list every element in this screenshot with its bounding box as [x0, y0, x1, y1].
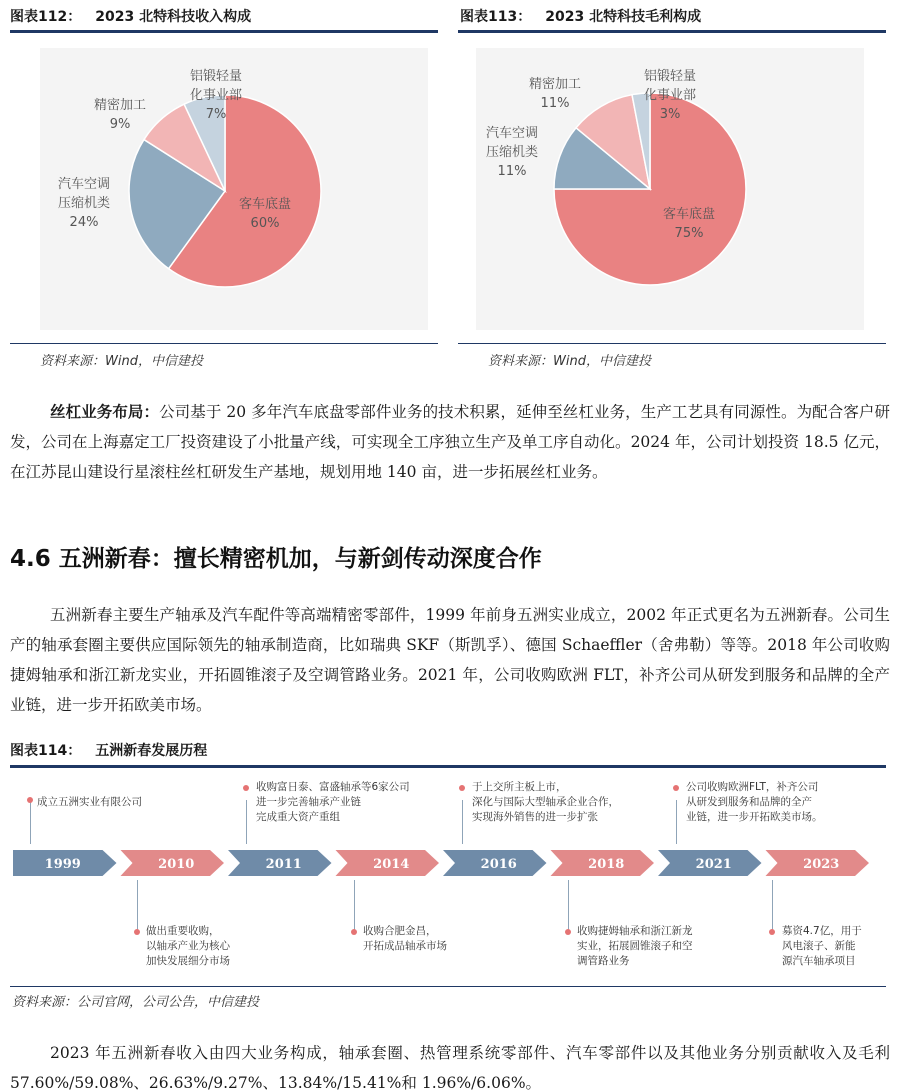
timeline-connector	[462, 800, 463, 844]
event-2021	[686, 780, 823, 825]
event-line: 实现海外销售的进一步扩张	[472, 811, 598, 823]
timeline-year-label: 2011	[265, 857, 302, 872]
label-percent: 75%	[674, 226, 704, 241]
figure-title-text: 2023 北特科技毛利构成	[545, 9, 702, 25]
event-line: 收购合肥金昌，	[363, 925, 437, 937]
label-percent: 24%	[69, 215, 99, 230]
label-percent: 7%	[205, 107, 227, 122]
event-2010	[146, 924, 230, 969]
timeline-year-label: 2014	[373, 857, 410, 872]
section-heading: 4.6 五洲新春：擅长精密机加，与新剑传动深度合作	[10, 546, 542, 572]
event-line: 做出重要收购，	[146, 925, 220, 937]
timeline-year-label: 2016	[480, 857, 517, 872]
timeline-dot	[27, 797, 33, 803]
label-percent: 60%	[250, 216, 280, 231]
figure-number: 图表114：	[10, 743, 82, 759]
label-line: 精密加工	[94, 98, 147, 113]
timeline-dot	[134, 929, 140, 935]
event-line: 公司收购欧洲FLT，补齐公司	[686, 781, 819, 793]
figure-113-source: 资料来源：Wind，中信建投	[488, 354, 651, 369]
event-line: 于上交所主板上市，	[472, 781, 567, 793]
timeline-connector	[246, 800, 247, 844]
event-line: 收购富日泰、富盛轴承等6家公司	[256, 781, 410, 793]
timeline-connector	[676, 800, 677, 844]
label-line: 压缩机类	[58, 196, 111, 211]
label-percent: 9%	[109, 117, 131, 132]
label-line: 客车底盘	[239, 197, 292, 212]
timeline-dot	[243, 785, 249, 791]
label-line: 化事业部	[190, 88, 243, 103]
figure-114-source: 资料来源：公司官网，公司公告，中信建投	[12, 995, 260, 1010]
label-line: 汽车空调	[58, 177, 111, 192]
label-line: 精密加工	[529, 77, 582, 92]
event-line: 加快发展细分市场	[146, 955, 230, 967]
timeline-year-label: 2018	[588, 857, 625, 872]
label-line: 铝锻轻量	[190, 69, 243, 84]
event-2014	[363, 924, 447, 954]
label-percent: 11%	[497, 164, 527, 179]
paragraph-text: 公司基于 20 多年汽车底盘零部件业务的技术积累，延伸至丝杠业务，生产工艺具有同源性。为配合客户研发，公司在上海嘉定工厂投资建设了小批量产线，可实现全工序独立生产及单工序自动化。2024 年，公司计划投资 18.5 亿元，在江苏昆山建设行星滚柱丝杠研发生产基地，规划用地 140 亩，进一步拓展丝杠业务。	[10, 403, 890, 481]
timeline-year-label: 1999	[44, 857, 81, 872]
timeline-connector	[568, 880, 569, 932]
figure-title-text: 2023 北特科技收入构成	[95, 9, 252, 25]
event-2023	[782, 924, 862, 969]
event-line: 源汽车轴承项目	[782, 955, 856, 967]
event-line: 深化与国际大型轴承企业合作，	[472, 796, 619, 808]
event-line: 收购捷姆轴承和浙江新龙	[577, 925, 693, 937]
event-2016	[472, 780, 619, 825]
event-line: 开拓成品轴承市场	[363, 940, 447, 952]
paragraph-revenue-mix: 2023 年五洲新春收入由四大业务构成，轴承套圈、热管理系统零部件、汽车零部件以及其他业务分别贡献收入及毛利 57.60%/59.08%、26.63%/9.27%、13.84%/15.41%和 1.96%/6.06%。	[10, 1044, 890, 1092]
timeline-dot	[565, 929, 571, 935]
timeline-year-label: 2021	[695, 857, 732, 872]
source-rule	[10, 986, 886, 987]
event-line: 进一步完善轴承产业链	[256, 796, 361, 808]
timeline-year-label: 2010	[158, 857, 195, 872]
event-line: 风电滚子、新能	[782, 940, 856, 952]
label-line: 铝锻轻量	[644, 69, 697, 84]
event-line: 成立五洲实业有限公司	[37, 796, 142, 808]
figure-number: 图表113：	[460, 9, 532, 25]
event-line: 完成重大资产重组	[256, 811, 340, 823]
label-line: 客车底盘	[663, 207, 716, 222]
label-line: 压缩机类	[486, 145, 539, 160]
timeline-year-label: 2023	[803, 857, 840, 872]
paragraph-company-intro: 五洲新春主要生产轴承及汽车配件等高端精密零部件，1999 年前身五洲实业成立，2002 年正式更名为五洲新春。公司生产的轴承套圈主要供应国际领先的轴承制造商，比如瑞典 SKF（斯凯孚）、德国 Schaeffler（舍弗勒）等等。2018 年公司收购捷姆轴承和浙江新龙实业，开拓圆锥滚子及空调管路业务。2021 年，公司收购欧洲 FLT，补齐公司从研发到服务和品牌的全产业链，进一步开拓欧美市场。	[10, 606, 890, 714]
label-line: 化事业部	[644, 88, 697, 103]
event-line: 募资4.7亿，用于	[782, 925, 862, 937]
label-line: 汽车空调	[486, 126, 539, 141]
paragraph-lead: 丝杠业务布局：	[50, 403, 160, 421]
timeline-connector	[30, 800, 31, 844]
timeline-dot	[673, 785, 679, 791]
event-line: 业链，进一步开拓欧美市场。	[686, 811, 823, 823]
timeline-connector	[354, 880, 355, 932]
timeline-dot	[459, 785, 465, 791]
figure-number: 图表112：	[10, 9, 82, 25]
figure-title-text: 五洲新春发展历程	[95, 743, 208, 759]
figure-112-source: 资料来源：Wind，中信建投	[40, 354, 203, 369]
label-percent: 11%	[540, 96, 570, 111]
label-percent: 3%	[659, 107, 681, 122]
event-1999	[37, 795, 142, 810]
event-line: 从研发到服务和品牌的全产	[686, 796, 812, 808]
timeline-dot	[769, 929, 775, 935]
event-2018	[577, 924, 693, 969]
timeline-dot	[351, 929, 357, 935]
event-line: 实业，拓展圆锥滚子和空	[577, 940, 693, 952]
event-line: 以轴承产业为核心	[146, 940, 230, 952]
event-2011	[256, 780, 410, 825]
timeline-connector	[137, 880, 138, 932]
event-line: 调管路业务	[577, 955, 630, 967]
timeline-connector	[772, 880, 773, 932]
